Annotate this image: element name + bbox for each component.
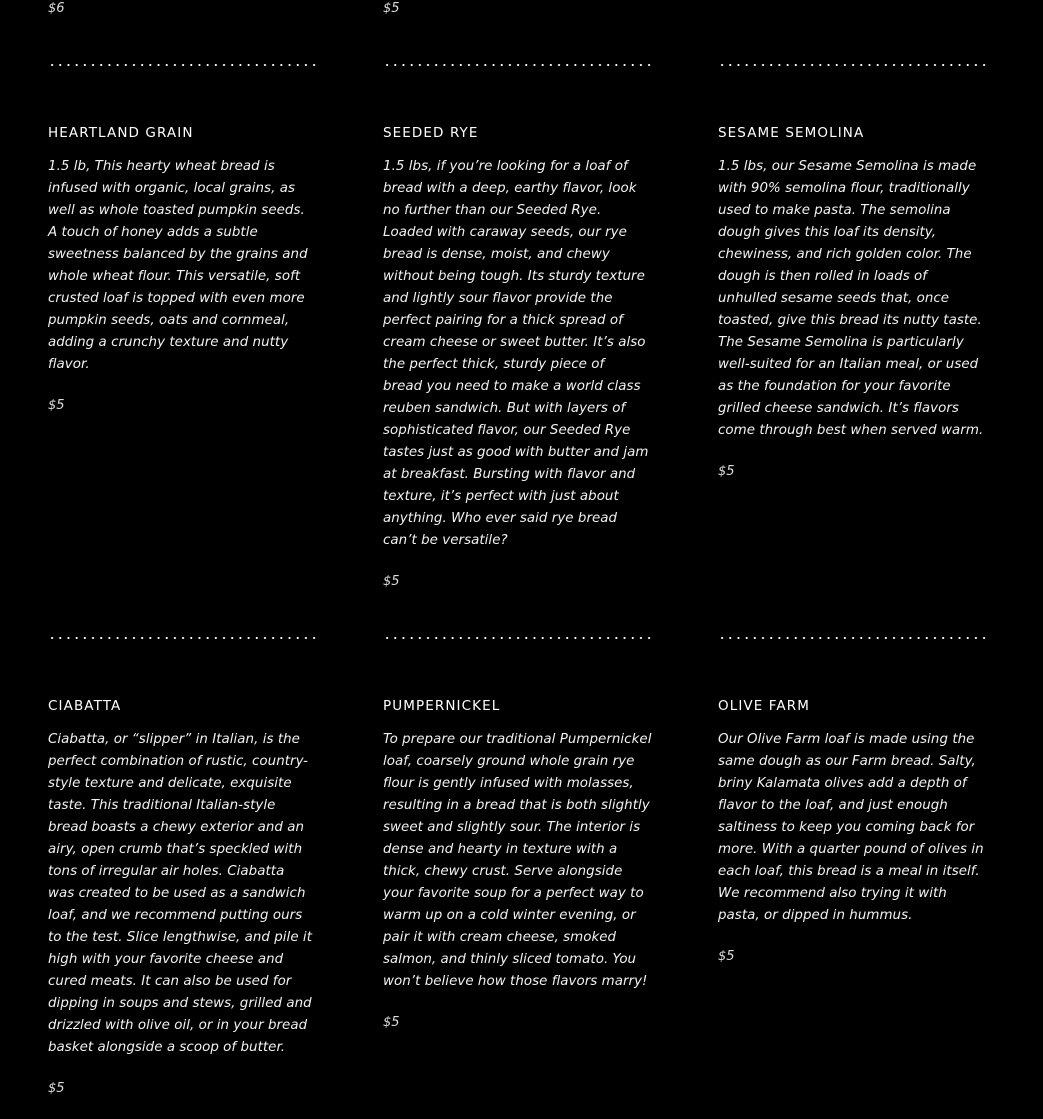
description-line: A touch of honey adds a subtle [48, 225, 258, 240]
description-line: To prepare our traditional Pumpernickel [383, 732, 652, 747]
description-line: resulting in a bread that is both slightly [383, 798, 650, 813]
description-line: bread boasts a chewy exterior and an [48, 820, 305, 835]
description-line: salmon, and thinly sliced tomato. You [383, 952, 637, 967]
item-description [383, 729, 655, 993]
item-title: HEARTLAND GRAIN [48, 125, 194, 141]
description-line: sweetness balanced by the grains and [48, 247, 308, 262]
item-price: $5 [383, 1015, 400, 1030]
description-line: The Sesame Semolina is particularly [718, 335, 964, 350]
item-price: $6 [48, 1, 65, 16]
description-line: more. With a quarter pound of olives in [718, 842, 984, 857]
description-line: warm up on a cold winter evening, or [383, 908, 636, 923]
description-line: taste. This traditional Italian-style [48, 798, 276, 813]
description-line: loaf, and we recommend putting ours [48, 908, 303, 923]
description-line: won’t believe how those flavors marry! [383, 974, 648, 989]
dotted-divider [718, 637, 990, 639]
description-line: can’t be versatile? [383, 533, 508, 548]
item-title: SEEDED RYE [383, 125, 479, 141]
item-price: $5 [383, 574, 400, 589]
description-line: 1.5 lbs, our Sesame Semolina is made [718, 159, 977, 174]
description-line: We recommend also trying it with [718, 886, 947, 901]
description-line: anything. Who ever said rye bread [383, 511, 618, 526]
description-line: 1.5 lbs, if you’re looking for a loaf of [383, 159, 628, 174]
item-description [718, 729, 990, 927]
description-line: crusted loaf is topped with even more [48, 291, 305, 306]
description-line: the perfect thick, sturdy piece of [383, 357, 605, 372]
item-price: $5 [718, 949, 735, 964]
description-line: Our Olive Farm loaf is made using the [718, 732, 975, 747]
description-line: was created to be used as a sandwich [48, 886, 306, 901]
description-line: perfect combination of rustic, country- [48, 754, 308, 769]
item-description [48, 156, 320, 376]
description-line: high with your favorite cheese and [48, 952, 284, 967]
description-line: tastes just as good with butter and jam [383, 445, 649, 460]
item-title: PUMPERNICKEL [383, 698, 501, 714]
description-line: come through best when served warm. [718, 423, 984, 438]
description-line: grilled cheese sandwich. It’s flavors [718, 401, 959, 416]
description-line: cream cheese or sweet butter. It’s also [383, 335, 646, 350]
item-title: SESAME SEMOLINA [718, 125, 865, 141]
description-line: basket alongside a scoop of butter. [48, 1040, 286, 1055]
description-line: with 90% semolina flour, traditionally [718, 181, 970, 196]
description-line: reuben sandwich. But with layers of [383, 401, 626, 416]
description-line: texture, it’s perfect with just about [383, 489, 619, 504]
description-line: flavor to the loaf, and just enough [718, 798, 948, 813]
description-line: perfect pairing for a thick spread of [383, 313, 623, 328]
description-line: your favorite soup for a perfect way to [383, 886, 644, 901]
dotted-divider [718, 64, 990, 66]
description-line: unhulled sesame seeds that, once [718, 291, 950, 306]
dotted-divider [383, 637, 655, 639]
description-line: as the foundation for your favorite [718, 379, 951, 394]
description-line: at breakfast. Bursting with flavor and [383, 467, 636, 482]
description-line: dough is then rolled in loads of [718, 269, 928, 284]
description-line: drizzled with olive oil, or in your bread [48, 1018, 308, 1033]
item-description [383, 156, 655, 552]
description-line: cured meats. It can also be used for [48, 974, 292, 989]
description-line: to the test. Slice lengthwise, and pile it [48, 930, 312, 945]
description-line: and lightly sour flavor provide the [383, 291, 613, 306]
description-line: without being tough. Its sturdy texture [383, 269, 645, 284]
item-price: $5 [48, 1081, 65, 1096]
description-line: flavor. [48, 357, 90, 372]
description-line: bread is dense, moist, and chewy [383, 247, 610, 262]
description-line: airy, open crumb that’s speckled with [48, 842, 303, 857]
description-line: dense and hearty in texture with a [383, 842, 618, 857]
description-line: Loaded with caraway seeds, our rye [383, 225, 627, 240]
item-title: CIABATTA [48, 698, 122, 714]
item-price: $5 [48, 398, 65, 413]
description-line: used to make pasta. The semolina [718, 203, 951, 218]
description-line: saltiness to keep you coming back for [718, 820, 975, 835]
description-line: tons of irregular air holes. Ciabatta [48, 864, 285, 879]
description-line: toasted, give this bread its nutty taste. [718, 313, 982, 328]
description-line: pair it with cream cheese, smoked [383, 930, 617, 945]
description-line: dipping in soups and stews, grilled and [48, 996, 312, 1011]
dotted-divider [48, 637, 320, 639]
item-price: $5 [383, 1, 400, 16]
description-line: flour is gently infused with molasses, [383, 776, 634, 791]
item-title: OLIVE FARM [718, 698, 810, 714]
description-line: briny Kalamata olives add a depth of [718, 776, 967, 791]
description-line: no further than our Seeded Rye. [383, 203, 602, 218]
description-line: thick, chewy crust. Serve alongside [383, 864, 623, 879]
description-line: loaf, coarsely ground whole grain rye [383, 754, 635, 769]
description-line: bread you need to make a world class [383, 379, 641, 394]
description-line: dough gives this loaf its density, [718, 225, 937, 240]
dotted-divider [383, 64, 655, 66]
description-line: style texture and delicate, exquisite [48, 776, 292, 791]
dotted-divider [48, 64, 320, 66]
description-line: same dough as our Farm bread. Salty, [718, 754, 976, 769]
description-line: sophisticated flavor, our Seeded Rye [383, 423, 631, 438]
description-line: infused with organic, local grains, as [48, 181, 295, 196]
description-line: 1.5 lb, This hearty wheat bread is [48, 159, 275, 174]
description-line: well-suited for an Italian meal, or used [718, 357, 979, 372]
description-line: chewiness, and rich golden color. The [718, 247, 972, 262]
description-line: adding a crunchy texture and nutty [48, 335, 289, 350]
item-description [718, 156, 990, 442]
item-price: $5 [718, 464, 735, 479]
description-line: whole wheat flour. This versatile, soft [48, 269, 301, 284]
description-line: each loaf, this bread is a meal in itself. [718, 864, 980, 879]
description-line: Ciabatta, or “slipper” in Italian, is the [48, 732, 300, 747]
description-line: well as whole toasted pumpkin seeds. [48, 203, 305, 218]
description-line: pumpkin seeds, oats and cornmeal, [48, 313, 290, 328]
item-description [48, 729, 320, 1059]
description-line: bread with a deep, earthy flavor, look [383, 181, 637, 196]
description-line: pasta, or dipped in hummus. [718, 908, 913, 923]
description-line: sweet and slightly sour. The interior is [383, 820, 641, 835]
